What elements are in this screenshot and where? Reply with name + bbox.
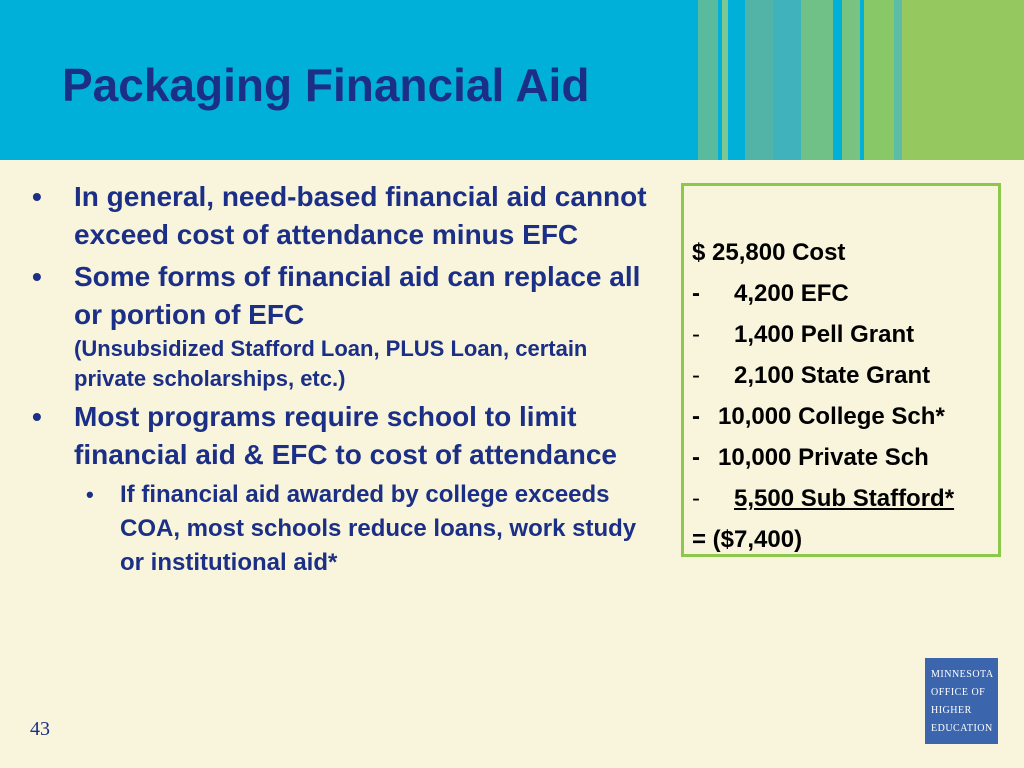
- bullet-dot-icon: •: [32, 401, 42, 432]
- logo-line: EDUCATION: [931, 723, 993, 734]
- header-stripe: [698, 0, 718, 160]
- calc-line-pell: [692, 314, 954, 355]
- header-stripe: [894, 0, 902, 160]
- minnesota-ohe-logo: [925, 658, 998, 744]
- header-stripe: [842, 0, 860, 160]
- sub-bullet-item: [28, 478, 658, 580]
- calc-line-result: [692, 519, 954, 560]
- header-stripe: [773, 0, 801, 160]
- bullet-item: [28, 398, 658, 474]
- calc-line-text: 4,200 EFC: [734, 280, 849, 307]
- logo-line: HIGHER: [931, 705, 972, 716]
- bullet-dot-icon: •: [32, 261, 42, 292]
- calc-minus-symbol: -: [692, 444, 700, 471]
- calc-line-college-sch: [692, 396, 954, 437]
- calc-line-text: 1,400 Pell Grant: [734, 321, 915, 348]
- calc-minus-symbol: -: [692, 280, 700, 307]
- bullet-item: [28, 178, 658, 254]
- calc-minus-symbol: -: [692, 403, 700, 430]
- logo-line: OFFICE OF: [931, 687, 986, 698]
- sub-bullet-text: If financial aid awarded by college exceeds COA, most schools reduce loans, work study or institutional aid*: [120, 481, 637, 576]
- header-stripe: [745, 0, 773, 160]
- calc-minus-symbol: -: [692, 485, 700, 512]
- calc-line-efc: [692, 273, 954, 314]
- calc-line-text: 2,100 State Grant: [734, 362, 931, 389]
- header-stripe: [902, 0, 1024, 160]
- bullet-item: [28, 258, 658, 394]
- bullet-list: [28, 178, 658, 580]
- bullet-text: In general, need-based financial aid cannot exceed cost of attendance minus EFC: [74, 181, 647, 250]
- calc-line-sub-stafford: [692, 478, 954, 519]
- header-stripe: [722, 0, 728, 160]
- calc-line-text: $ 25,800 Cost: [692, 239, 846, 266]
- calc-line-text: 10,000 Private Sch: [718, 444, 929, 471]
- header-stripe: [864, 0, 894, 160]
- calculation-box: [681, 183, 1001, 557]
- calc-minus-symbol: -: [692, 321, 700, 348]
- calc-minus-symbol: -: [692, 362, 700, 389]
- calc-line-text: 5,500 Sub Stafford*: [734, 485, 955, 512]
- calc-line-private-sch: [692, 437, 954, 478]
- bullet-text: Most programs require school to limit financial aid & EFC to cost of attendance: [74, 401, 617, 470]
- page-number: 43: [30, 718, 50, 740]
- calc-line-cost: [692, 232, 954, 273]
- slide-title: Packaging Financial Aid: [62, 59, 590, 111]
- calc-line-text: = ($7,400): [692, 526, 803, 553]
- bullet-note: (Unsubsidized Stafford Loan, PLUS Loan, certain private scholarships, etc.): [74, 336, 588, 391]
- bullet-dot-icon: •: [32, 181, 42, 212]
- logo-line: MINNESOTA: [931, 669, 994, 680]
- calc-line-state-grant: [692, 355, 954, 396]
- header-stripe: [801, 0, 833, 160]
- bullet-text: Some forms of financial aid can replace all or portion of EFC: [74, 261, 641, 330]
- calc-line-text: 10,000 College Sch*: [718, 403, 945, 430]
- bullet-dot-icon: •: [86, 482, 94, 507]
- slide-header: [0, 0, 1024, 160]
- calculation-lines: [692, 232, 954, 560]
